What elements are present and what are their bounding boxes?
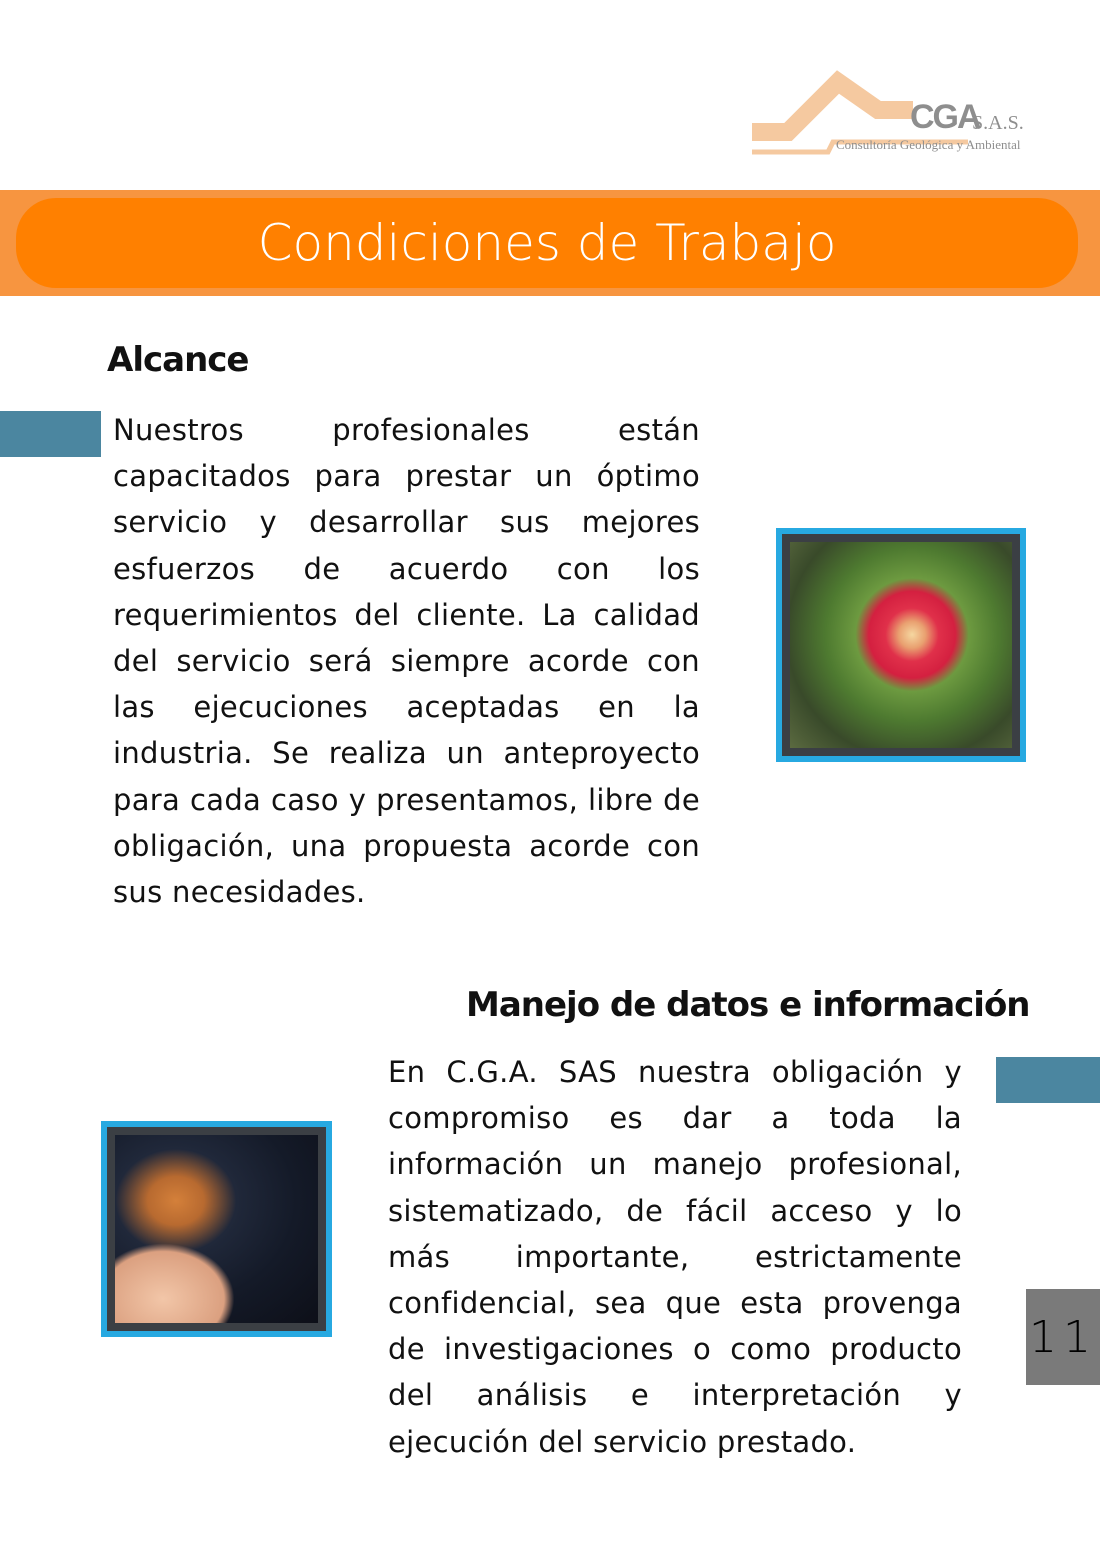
accent-bar-left xyxy=(0,411,101,457)
title-banner xyxy=(0,190,1100,296)
manejo-paragraph: En C.G.A. SAS nuestra obligación y compromiso es dar a toda la información un manejo profesional, sistematizado, de fácil acceso y lo más importante, estrictamente confidencial, sea que esta provenga de investigaciones o como producto del análisis e interpretación y ejecución del servicio prestado. xyxy=(388,1055,962,1459)
page-title: Condiciones de Trabajo xyxy=(257,214,837,272)
accent-bar-right xyxy=(996,1057,1100,1103)
alcance-paragraph: Nuestros profesionales están capacitados para prestar un óptimo servicio y desarrollar sus mejores esfuerzos de acuerdo con los requerimientos del cliente. La calidad del servicio será siempre acorde con las ejecuciones aceptadas en la industria. Se realiza un anteproyecto para cada caso y presentamos, libre de obligación, una propuesta acorde con sus necesidades. xyxy=(113,413,700,910)
company-logo xyxy=(748,70,1028,165)
cactus-flower-photo xyxy=(776,528,1026,762)
section-heading-alcance: Alcance xyxy=(107,340,249,380)
bird-photo xyxy=(101,1121,332,1337)
logo-suffix: S.A.S. xyxy=(972,112,1024,134)
logo-tagline: Consultoría Geológica y Ambiental xyxy=(836,137,1021,152)
page-number: 11 xyxy=(1026,1289,1100,1385)
section-heading-manejo: Manejo de datos e información xyxy=(466,985,1030,1025)
logo-mark: CGA xyxy=(910,98,980,136)
